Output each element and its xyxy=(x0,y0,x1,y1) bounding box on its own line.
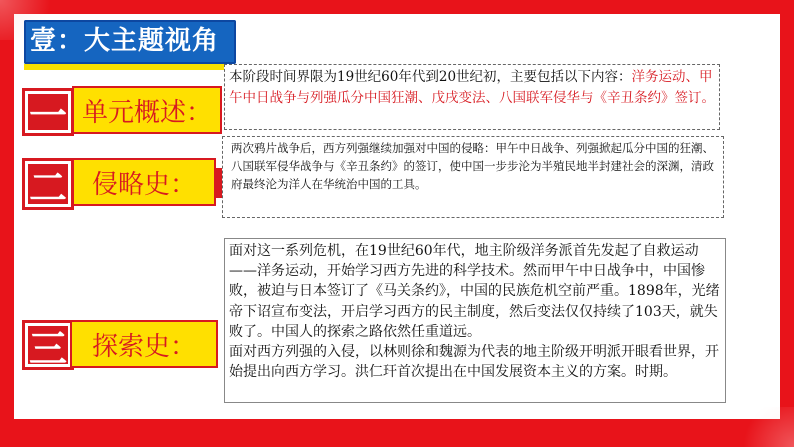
section-text-highlight: 洋务运动、甲午中日战争与列强瓜分中国狂潮、戊戌变法、八国联军侵华与《辛丑条约》签订。 xyxy=(229,69,715,106)
section-number-label: 一 xyxy=(25,91,71,133)
section-label-3: 探索史： xyxy=(70,320,218,368)
section-label-2: 侵略史： xyxy=(72,158,216,206)
frame-left xyxy=(0,0,14,447)
section-number-label: 三 xyxy=(25,323,71,367)
frame-right xyxy=(780,0,794,447)
section-label-1: 单元概述： xyxy=(72,86,222,134)
page-title: 壹：大主题视角 xyxy=(30,26,220,56)
paragraph: 面对这一系列危机，在19世纪60年代，地主阶级洋务派首先发起了自救运动——洋务运动，开始学习西方先进的科学技术。然而甲午中日战争中，中国惨败，被迫与日本签订了《马关条约》，中国的民族危机空前严重。1898年，光绪帝下诏宣布变法，开启学习西方的民主制度，然后变法仅仅持续了103天，就失败了。中国人的探索之路依然任重道远。 xyxy=(229,243,720,340)
section-number-1 xyxy=(22,88,74,136)
section-number-3 xyxy=(22,320,74,370)
section-text-3 xyxy=(224,238,726,403)
frame-top xyxy=(0,0,794,14)
title-underline xyxy=(24,64,236,70)
corner-decoration xyxy=(734,407,794,447)
frame-bottom xyxy=(0,419,794,447)
section-text-intro: 本阶段时间界限为19世纪60年代到20世纪初，主要包括以下内容： xyxy=(229,69,632,85)
paragraph: 面对西方列强的入侵，以林则徐和魏源为代表的地主阶级开明派开眼看世界，开始提出向西方学习。洪仁玕首次提出在中国发展资本主义的方案。时期。 xyxy=(229,344,719,381)
section-number-2 xyxy=(22,158,74,210)
section-number-label: 二 xyxy=(25,161,71,207)
section-text-1 xyxy=(224,64,720,130)
section-text-2: 两次鸦片战争后，西方列强继续加强对中国的侵略：甲午中日战争、列强掀起瓜分中国的狂潮、八国联军侵华战争与《辛丑条约》的签订，使中国一步步沦为半殖民地半封建社会的深渊，清政府最终沦为洋人在华统治中国的工具。 xyxy=(222,136,724,218)
